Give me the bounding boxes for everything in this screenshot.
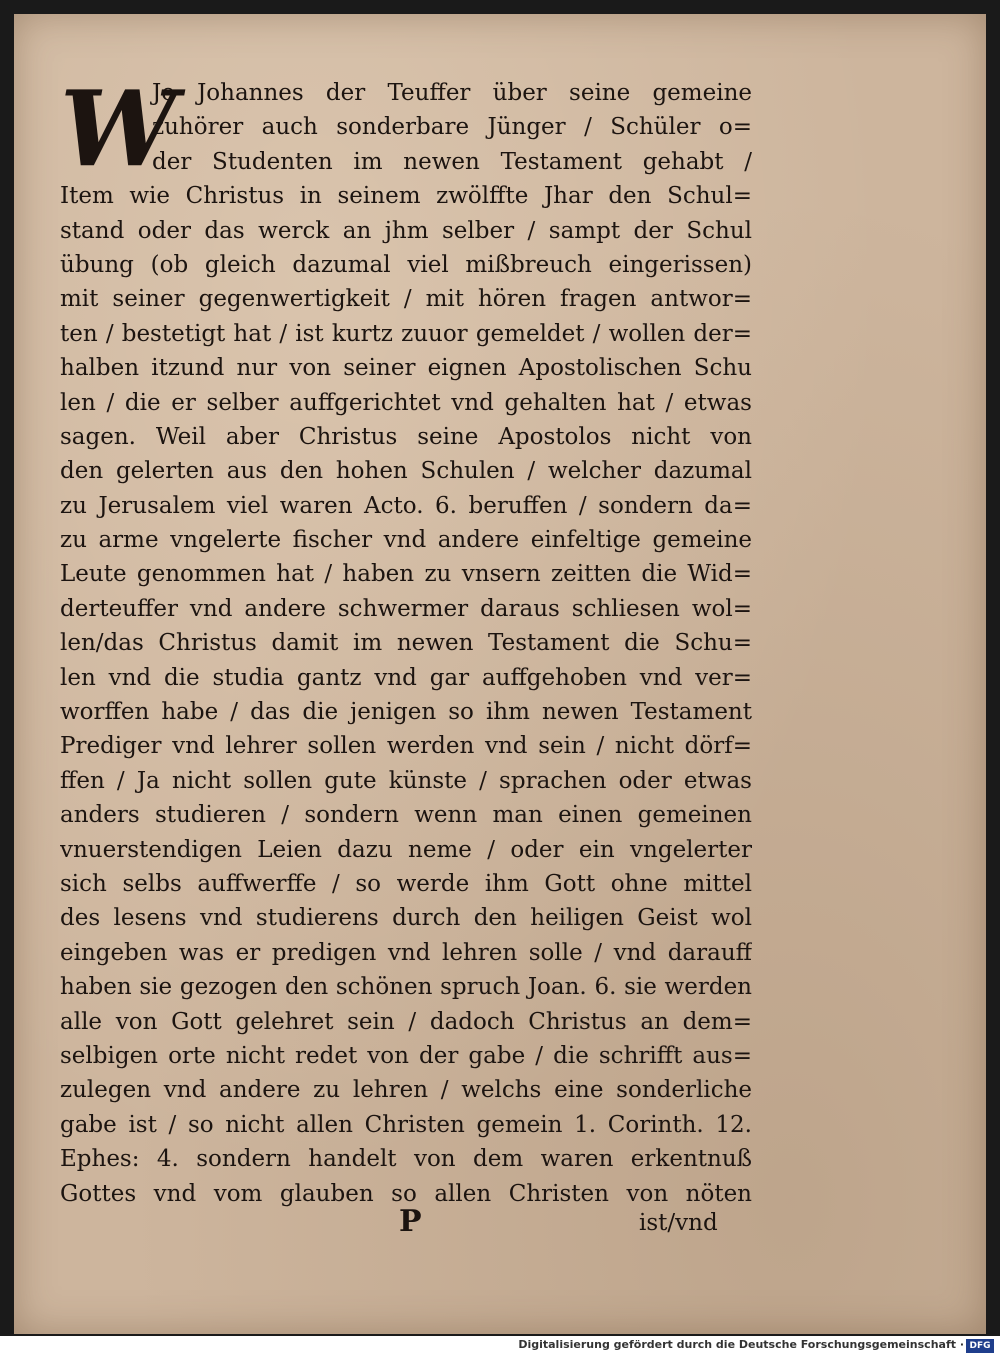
text-line: den gelerten aus den hohen Schulen / welcher dazumal xyxy=(60,458,752,485)
text-line: vnuerstendigen Leien dazu neme / oder ein vngelerter xyxy=(60,836,752,863)
text-line: Ephes: 4. sondern handelt von dem waren erkentnuß xyxy=(60,1146,752,1173)
text-line: stand oder das werck an jhm selber / sampt der Schul xyxy=(60,217,752,244)
text-line: len vnd die studia gantz vnd gar auffgehoben vnd ver= xyxy=(60,664,752,691)
text-line: mit seiner gegenwertigkeit / mit hören fragen antwor= xyxy=(60,286,752,313)
text-line: sagen. Weil aber Christus seine Apostolos nicht von xyxy=(60,423,752,450)
text-line: derteuffer vnd andere schwermer daraus schliesen wol= xyxy=(60,595,752,622)
body-text xyxy=(60,67,752,1211)
text-line: worffen habe / das die jenigen so ihm newen Testament xyxy=(60,699,752,726)
text-line: alle von Gott gelehret sein / dadoch Christus an dem= xyxy=(60,1008,752,1035)
text-line: ffen / Ja nicht sollen gute künste / sprachen oder etwas xyxy=(60,767,752,794)
text-line: selbigen orte nicht redet von der gabe / die schrifft aus= xyxy=(60,1042,752,1069)
text-line: Je Johannes der Teuffer über seine gemeine xyxy=(152,80,752,106)
text-line: len/das Christus damit im newen Testament die Schu= xyxy=(60,630,752,657)
text-line: Prediger vnd lehrer sollen werden vnd sein / nicht dörf= xyxy=(60,733,752,760)
dfg-logo: DFG xyxy=(966,1339,994,1353)
scanned-page xyxy=(14,14,986,1334)
signature-mark: P xyxy=(399,1204,422,1239)
text-line: anders studieren / sondern wenn man einen gemeinen xyxy=(60,802,752,829)
text-line: ten / bestetigt hat / ist kurtz zuuor gemeldet / wollen der= xyxy=(60,320,752,347)
text-lines xyxy=(60,67,752,1211)
text-line: zu Jerusalem viel waren Acto. 6. beruffen / sondern da= xyxy=(60,492,752,519)
drop-cap-initial: W xyxy=(60,67,177,190)
text-line: des lesens vnd studierens durch den heiligen Geist wol xyxy=(60,905,752,932)
text-line: halben itzund nur von seiner eignen Apostolischen Schu xyxy=(60,355,752,382)
text-line: sich selbs auffwerffe / so werde ihm Gott ohne mittel xyxy=(60,870,752,897)
funding-credit: Digitalisierung gefördert durch die Deutsche Forschungsgemeinschaft · xyxy=(518,1338,964,1351)
text-line: zuhörer auch sonderbare Jünger / Schüler o= xyxy=(152,114,752,141)
text-line: len / die er selber auffgerichtet vnd gehalten hat / etwas xyxy=(60,389,752,416)
text-line: Leute genommen hat / haben zu vnsern zeitten die Wid= xyxy=(60,561,752,588)
text-line: zulegen vnd andere zu lehren / welchs eine sonderliche xyxy=(60,1077,752,1104)
text-line: Item wie Christus in seinem zwölffte Jhar den Schul= xyxy=(60,183,752,210)
catchword: ist/vnd xyxy=(639,1210,718,1236)
text-line: übung (ob gleich dazumal viel mißbreuch eingerissen) xyxy=(60,251,752,278)
text-line: zu arme vngelerte fischer vnd andere einfeltige gemeine xyxy=(60,527,752,554)
text-line: der Studenten im newen Testament gehabt / xyxy=(152,148,752,175)
text-line: gabe ist / so nicht allen Christen gemein 1. Corinth. 12. xyxy=(60,1111,752,1138)
text-line: eingeben was er predigen vnd lehren solle / vnd darauff xyxy=(60,939,752,966)
text-line: Gottes vnd vom glauben so allen Christen von nöten xyxy=(60,1180,752,1207)
text-line: haben sie gezogen den schönen spruch Joan. 6. sie werden xyxy=(60,974,752,1001)
